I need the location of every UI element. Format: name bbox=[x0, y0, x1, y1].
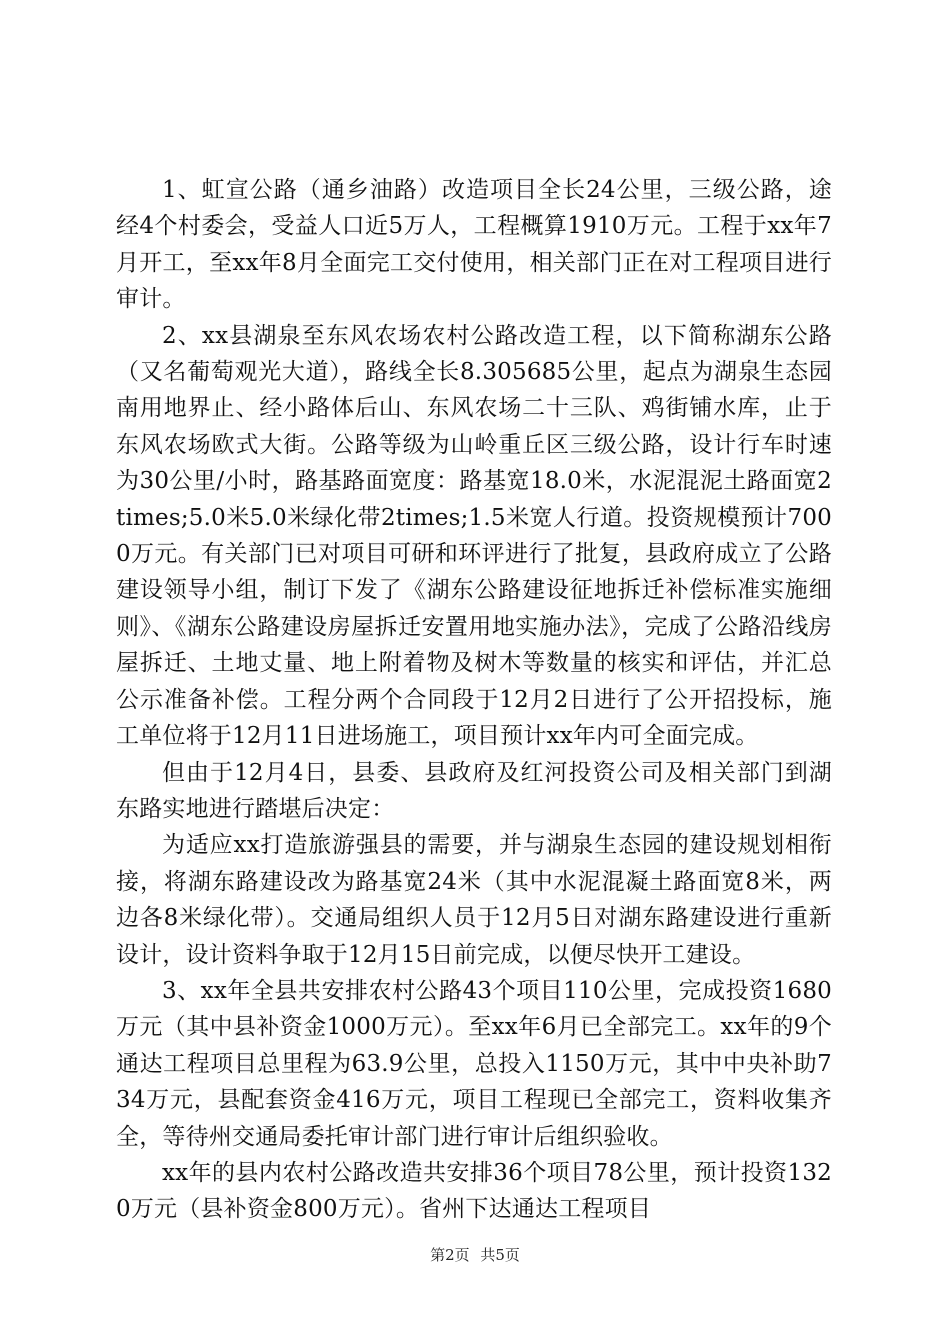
page-number: 第2页 bbox=[430, 1246, 470, 1264]
document-body bbox=[116, 172, 832, 1228]
page-total: 共5页 bbox=[480, 1246, 520, 1264]
paragraph-3: 但由于12月4日，县委、县政府及红河投资公司及相关部门到湖东路实地进行踏堪后决定： bbox=[116, 759, 832, 822]
paragraph-6: xx年的县内农村公路改造共安排36个项目78公里，预计投资1320万元（县补资金800万元）。省州下达通达工程项目 bbox=[116, 1159, 832, 1223]
page-footer bbox=[0, 1244, 950, 1265]
paragraph-5: 3、xx年全县共安排农村公路43个项目110公里，完成投资1680万元（其中县补资金1000万元）。至xx年6月已全部完工。xx年的9个通达工程项目总里程为63.9公里，总投入1150万元，其中中央补助734万元，县配套资金416万元，项目工程现已全部完工，资料收集齐全，等待州交通局委托审计部门进行审计后组织验收。 bbox=[116, 977, 832, 1150]
paragraph-2: 2、xx县湖泉至东风农场农村公路改造工程，以下简称湖东公路（又名葡萄观光大道），路线全长8.305685公里，起点为湖泉生态园南用地界止、经小路体后山、东风农场二十三队、鸡街铺水库，止于东风农场欧式大街。公路等级为山岭重丘区三级公路，设计行车时速为30公里/小时，路基路面宽度：路基宽18.0米，水泥混泥土路面宽2times;5.0米5.0米绿化带2times;1.5米宽人行道。投资规模预计7000万元。有关部门已对项目可研和环评进行了批复，县政府成立了公路建设领导小组，制订下发了《湖东公路建设征地拆迁补偿标准实施细则》、《湖东公路建设房屋拆迁安置用地实施办法》，完成了公路沿线房屋拆迁、土地丈量、地上附着物及树木等数量的核实和评估，并汇总公示准备补偿。工程分两个合同段于12月2日进行了公开招投标，施工单位将于12月11日进场施工，项目预计xx年内可全面完成。 bbox=[116, 322, 832, 750]
paragraph-1: 1、虹宣公路（通乡油路）改造项目全长24公里，三级公路，途经4个村委会，受益人口近5万人，工程概算1910万元。工程于xx年7月开工，至xx年8月全面完工交付使用，相关部门正在对工程项目进行审计。 bbox=[116, 177, 832, 313]
paragraph-4: 为适应xx打造旅游强县的需要，并与湖泉生态园的建设规划相衔接，将湖东路建设改为路基宽24米（其中水泥混凝土路面宽8米，两边各8米绿化带）。交通局组织人员于12月5日对湖东路建设进行重新设计，设计资料争取于12月15日前完成，以便尽快开工建设。 bbox=[116, 832, 832, 968]
